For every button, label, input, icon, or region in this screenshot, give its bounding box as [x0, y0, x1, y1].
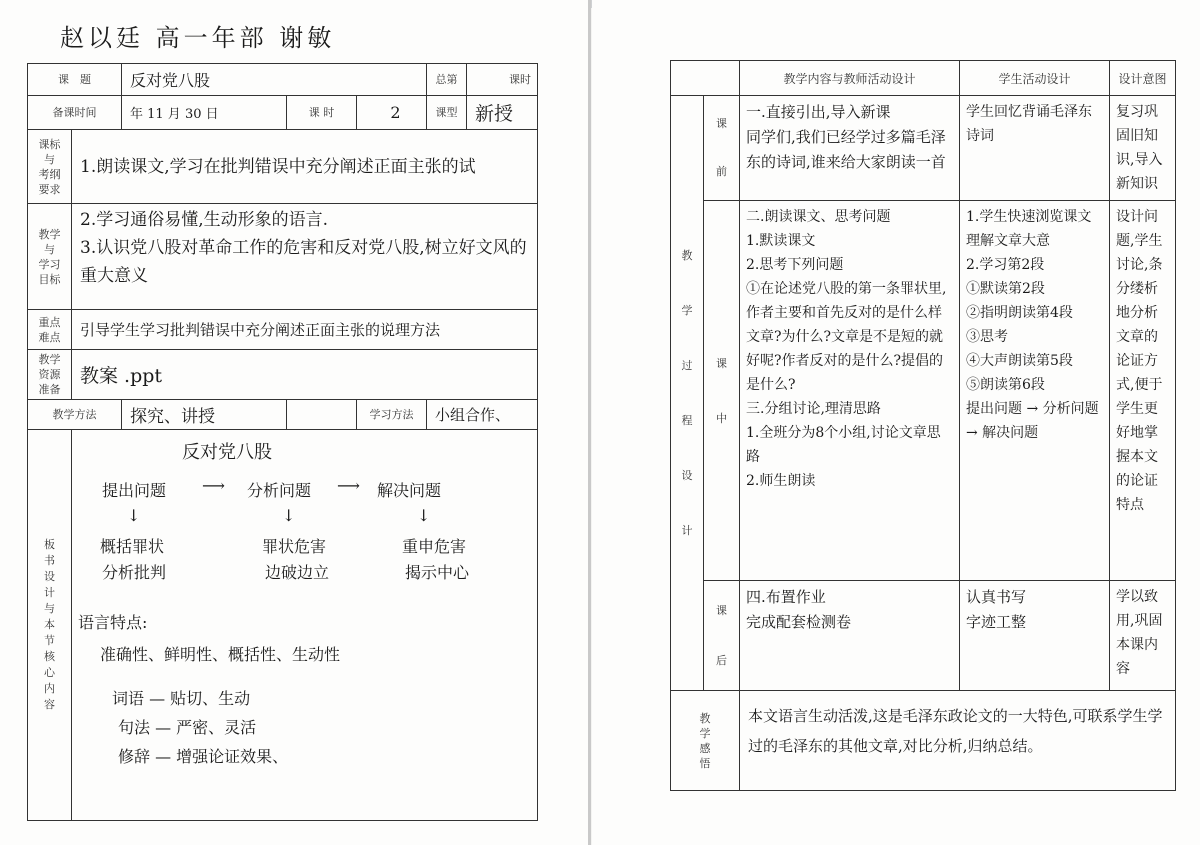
board-title: 反对党八股: [182, 442, 272, 463]
process-label: 教 学 过 程 设 计: [671, 96, 704, 691]
during-student: 1.学生快速浏览课文理解文章大意 2.学习第2段 ①默读第2段 ②指明朗读第4段 ③思考 ④大声朗读第5段 ⑤朗读第6段 提出问题 → 分析问题 → 解决问题: [960, 201, 1110, 581]
header-intent: 设计意图: [1110, 61, 1176, 96]
board-sub-1b: 分析批判: [102, 563, 167, 582]
goal-3: 3.认识党八股对革命工作的危害和反对党八股,树立好文风的重大意义: [80, 238, 527, 286]
stage-before-label: 课 前: [704, 96, 740, 201]
lesson-type-value: 新授: [467, 96, 538, 130]
board-design: [72, 430, 538, 821]
keypoints-label: 重点 难点: [28, 310, 72, 350]
total-label: 总第: [427, 64, 467, 96]
goals-label: 教学 与 学习 目标: [28, 204, 72, 310]
goal-2: 2.学习通俗易懂,生动形象的语言.: [80, 210, 329, 230]
before-student: 学生回忆背诵毛泽东诗词: [960, 96, 1110, 201]
after-content: 四.布置作业 完成配套检测卷: [740, 581, 960, 691]
board-sub-3b: 揭示中心: [405, 563, 470, 582]
resources-label: 教学 资源 准备: [28, 350, 72, 400]
arrow-down-1: ↓: [127, 506, 141, 525]
after-intent: 学以致用,巩固本课内容: [1110, 581, 1176, 691]
header-student: 学生活动设计: [960, 61, 1110, 96]
board-sub-2b: 边破边立: [265, 563, 330, 582]
lesson-period-value: 2: [357, 96, 427, 130]
lesson-type-label: 课型: [427, 96, 467, 130]
period-unit-label: 课时: [467, 64, 538, 96]
standard-label: 课标 与 考纲 要求: [28, 130, 72, 204]
board-label: 板 书 设 计 与 本 节 核 心 内 容: [28, 430, 72, 821]
during-content: 二.朗读课文、思考问题 1.默读课文 2.思考下列问题 ①在论述党八股的第一条罪状里,作者主要和首先反对的是什么样文章?为什么?文章是不是短的就好呢?作者反对的是什么?提倡的是什么? 三.分组讨论,理清思路 1.全班分为8个小组,讨论文章思路 2.师生朗读: [740, 201, 960, 581]
board-word: 词语 — 贴切、生动: [112, 689, 251, 708]
board-language-title: 语言特点:: [78, 613, 148, 632]
resources-value: 教案 .ppt: [72, 350, 538, 400]
teach-method-label: 教学方法: [28, 400, 122, 430]
board-rhetoric: 修辞 — 增强论证效果、: [118, 747, 289, 766]
teaching-process-form: [670, 60, 1176, 791]
keypoints-value: 引导学生学习批判错误中充分阐述正面主张的说理方法: [72, 310, 538, 350]
board-step-analyze: 分析问题: [247, 481, 312, 500]
learn-method-label: 学习方法: [357, 400, 427, 430]
board-syntax: 句法 — 严密、灵活: [118, 718, 257, 737]
reflection-label: 教 学 感 悟: [671, 691, 740, 791]
stage-during-label: 课 中: [704, 201, 740, 581]
prep-time-label: 备课时间: [28, 96, 122, 130]
page-fold: [588, 0, 591, 845]
handwritten-signature: 赵以廷 高一年部 谢敏: [60, 24, 336, 52]
reflection-value: 本文语言生动活泼,这是毛泽东政论文的一大特色,可联系学生学过的毛泽东的其他文章,对比分析,归纳总结。: [740, 691, 1176, 791]
board-sub-1a: 概括罪状: [100, 537, 165, 556]
before-intent: 复习巩固旧知识,导入新知识: [1110, 96, 1176, 201]
lesson-period-label: 课 时: [287, 96, 357, 130]
stage-after-label: 课 后: [704, 581, 740, 691]
arrow-right-2: ⟶: [337, 476, 360, 495]
board-sub-3a: 重申危害: [402, 537, 467, 556]
board-step-solve: 解决问题: [377, 481, 442, 500]
before-content: 一.直接引出,导入新课 同学们,我们已经学过多篇毛泽东的诗词,谁来给大家朗读一首: [740, 96, 960, 201]
topic-value: 反对党八股: [122, 64, 427, 96]
goals-value: [72, 204, 538, 310]
arrow-down-3: ↓: [417, 506, 431, 525]
header-content: 教学内容与教师活动设计: [740, 61, 960, 96]
board-language-traits: 准确性、鲜明性、概括性、生动性: [100, 645, 341, 664]
board-step-propose: 提出问题: [102, 481, 167, 500]
board-sub-2a: 罪状危害: [262, 537, 327, 556]
arrow-down-2: ↓: [282, 506, 296, 525]
during-intent: 设计问题,学生讨论,条分缕析地分析文章的论证方式,便于学生更好地掌握本文的论证特点: [1110, 201, 1176, 581]
arrow-right-1: ⟶: [202, 476, 225, 495]
standard-value: 1.朗读课文,学习在批判错误中充分阐述正面主张的试: [72, 130, 538, 204]
topic-label: 课 题: [28, 64, 122, 96]
lesson-plan-form: [27, 63, 538, 821]
teach-method-value: 探究、讲授: [122, 400, 287, 430]
prep-time-value: 年 11 月 30 日: [122, 96, 287, 130]
learn-method-value: 小组合作、: [427, 400, 538, 430]
after-student: 认真书写 字迹工整: [960, 581, 1110, 691]
